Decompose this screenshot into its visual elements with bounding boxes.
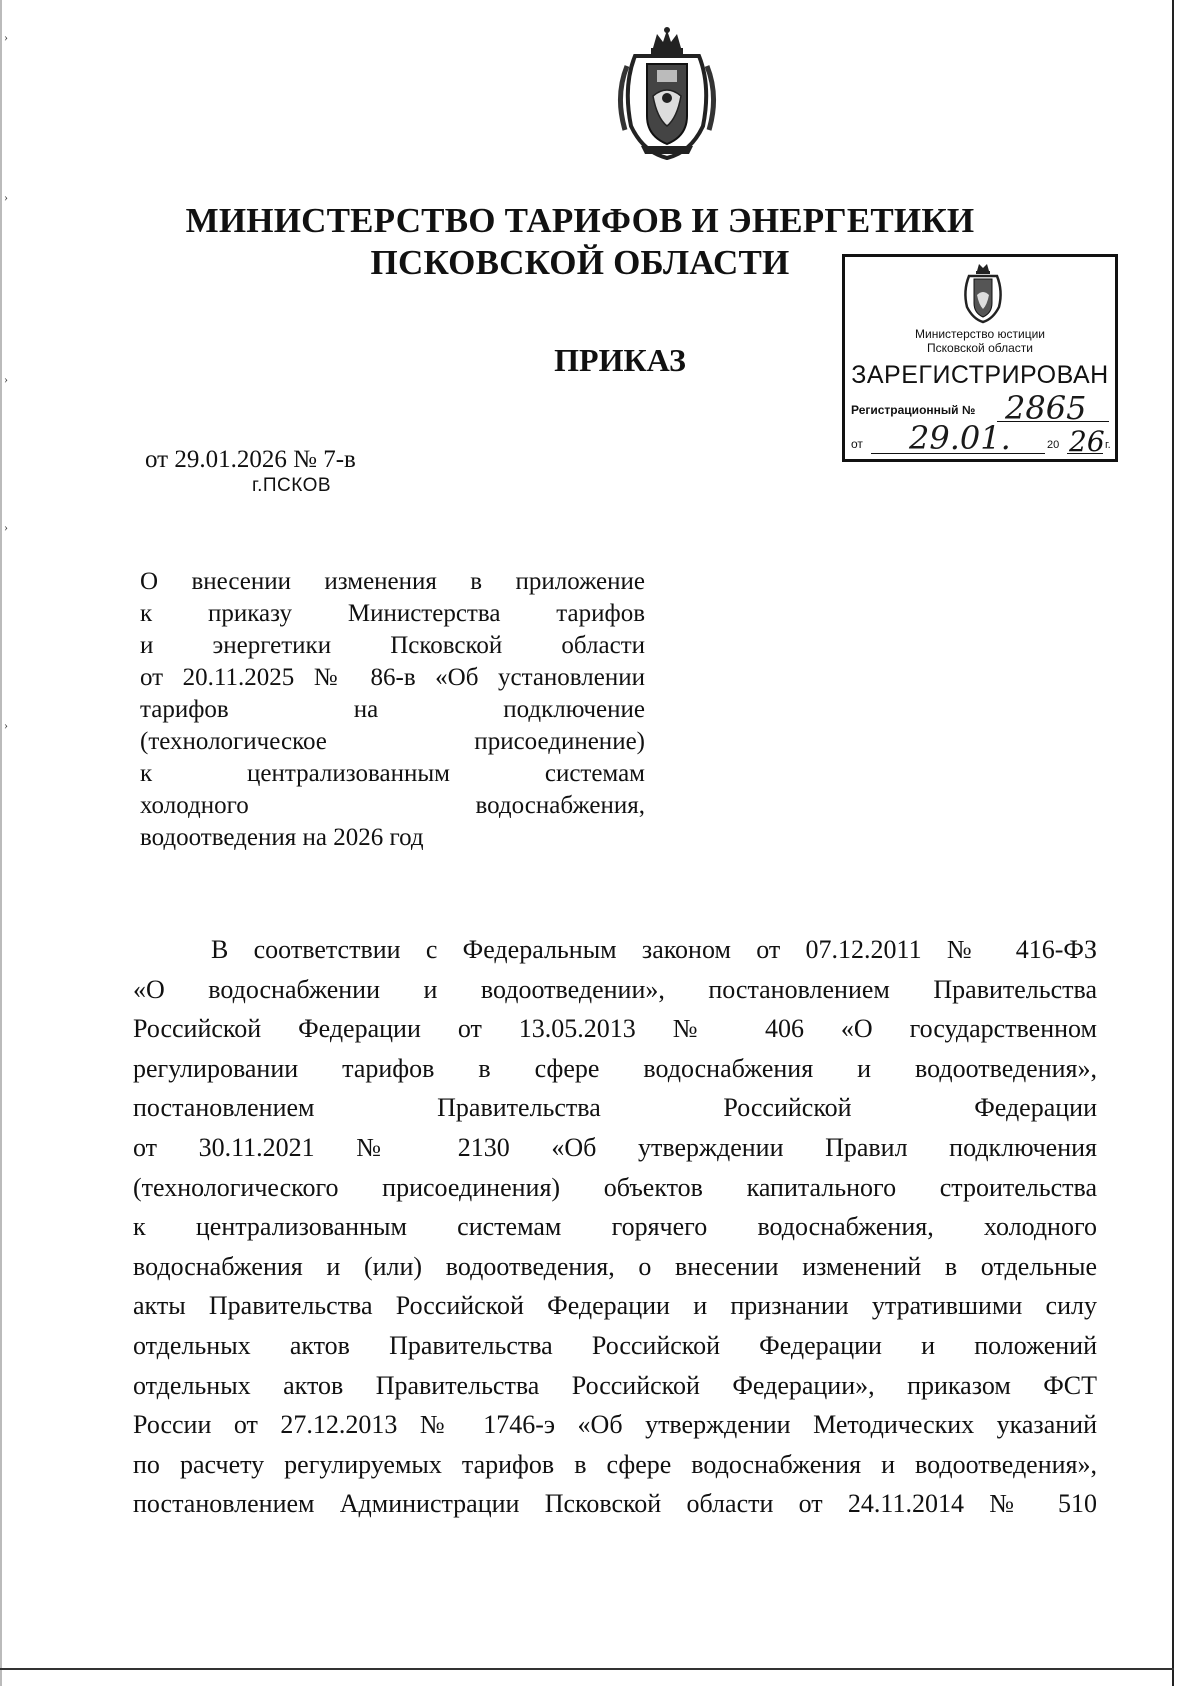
body-line: отдельных актов Правительства Российской Федерации», приказом ФСТ — [133, 1370, 1097, 1400]
order-city: г.ПСКОВ — [252, 475, 332, 496]
order-date-number: от 29.01.2026 № 7-в — [145, 446, 356, 473]
body-line: регулировании тарифов в сфере водоснабжения и водоотведения», — [133, 1053, 1097, 1083]
stamp-reg-number: 2865 — [1005, 389, 1087, 427]
body-line: России от 27.12.2013 № 1746-э «Об утверждении Методических указаний — [133, 1410, 1097, 1440]
subject-line: холодного водоснабжения, — [140, 792, 645, 819]
body-line: (технологического присоединения) объектов капитального строительства — [133, 1172, 1097, 1202]
stamp-org-line-2: Псковской области — [927, 341, 1033, 355]
body-line: постановлением Администрации Псковской области от 24.11.2014 № 510 — [133, 1489, 1097, 1519]
body-line: постановлением Правительства Российской Федерации — [133, 1093, 1097, 1123]
page-edge-right — [1172, 0, 1174, 1686]
doc-type-title: ПРИКАЗ — [554, 342, 686, 378]
stamp-year-prefix: 20 — [1047, 439, 1060, 451]
subject-line: О внесении изменения в приложение — [140, 568, 645, 595]
body-line: от 30.11.2021 № 2130 «Об утверждении Правил подключения — [133, 1132, 1097, 1162]
subject-line: от 20.11.2025 № 86-в «Об установлении — [140, 664, 645, 691]
scan-speck: › — [4, 520, 8, 534]
order-subject — [140, 566, 645, 854]
body-line: акты Правительства Российской Федерации и признании утратившими силу — [133, 1291, 1097, 1321]
scan-speck: › — [4, 718, 8, 732]
stamp-emblem-icon — [959, 261, 1007, 325]
subject-line: (технологическое присоединение) — [140, 728, 645, 755]
body-line: В соответствии с Федеральным законом от 07.12.2011 № 416-ФЗ — [211, 935, 1097, 964]
body-line: по расчету регулируемых тарифов в сфере водоснабжения и водоотведения», — [133, 1449, 1097, 1479]
scan-speck: › — [4, 190, 8, 204]
stamp-year-value: 26 — [1069, 425, 1105, 458]
registration-stamp — [842, 254, 1118, 462]
stamp-org-line-1: Министерство юстиции — [915, 327, 1045, 341]
body-line: Российской Федерации от 13.05.2013 № 406 «О государственном — [133, 1014, 1097, 1044]
stamp-date-value: 29.01. — [909, 419, 1011, 457]
body-line: к централизованным системам горячего водоснабжения, холодного — [133, 1212, 1097, 1242]
coat-of-arms-icon — [613, 26, 721, 162]
stamp-year-suffix: г. — [1105, 439, 1111, 451]
body-line: отдельных актов Правительства Российской Федерации и положений — [133, 1330, 1097, 1360]
subject-line: и энергетики Псковской области — [140, 632, 645, 659]
subject-line: тарифов на подключение — [140, 696, 645, 723]
subject-line: к приказу Министерства тарифов — [140, 600, 645, 627]
ministry-line-1: МИНИСТЕРСТВО ТАРИФОВ И ЭНЕРГЕТИКИ — [185, 201, 975, 240]
scan-speck: › — [4, 30, 8, 44]
subject-line: к централизованным системам — [140, 760, 645, 787]
stamp-date-label: от — [851, 437, 863, 451]
page-edge-bottom — [0, 1668, 1174, 1670]
subject-line: водоотведения на 2026 год — [140, 824, 424, 851]
body-line: водоснабжения и (или) водоотведения, о внесении изменений в отдельные — [133, 1251, 1097, 1281]
stamp-status: ЗАРЕГИСТРИРОВАН — [851, 361, 1109, 389]
body-line: «О водоснабжении и водоотведении», постановлением Правительства — [133, 974, 1097, 1004]
scan-speck: › — [4, 372, 8, 386]
order-body — [133, 930, 1097, 1524]
ministry-line-2: ПСКОВСКОЙ ОБЛАСТИ — [370, 243, 790, 282]
page-edge-left — [0, 0, 2, 1686]
stamp-reg-label: Регистрационный № — [851, 403, 976, 417]
